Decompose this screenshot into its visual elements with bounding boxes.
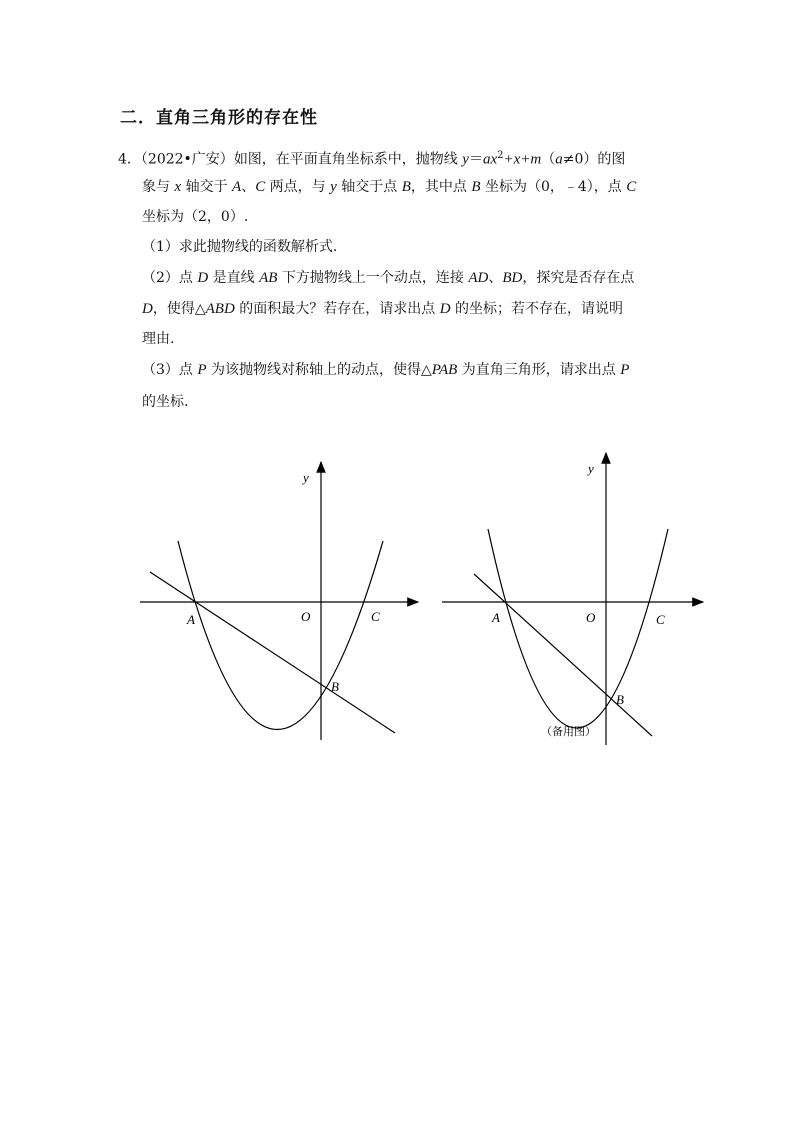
- var-x: x: [174, 179, 182, 195]
- text: 是直线: [208, 270, 260, 286]
- point-d: D: [142, 301, 153, 317]
- text: 象与: [142, 179, 175, 195]
- problem-line-2: [142, 177, 636, 197]
- point-p: P: [620, 362, 630, 378]
- question-3-line-1: [142, 360, 629, 380]
- point-b: B: [471, 179, 481, 195]
- y-label: y: [303, 470, 309, 485]
- text: ≠0）的图: [562, 151, 626, 168]
- segment-ad: AD: [468, 270, 489, 286]
- point-b: B: [401, 179, 411, 195]
- text: （2）点: [142, 270, 198, 286]
- line-ab: [150, 572, 395, 733]
- text: 理由.: [142, 331, 175, 347]
- label-b: B: [331, 679, 339, 694]
- eq-exponent: 2: [497, 150, 504, 161]
- eq-y: y: [462, 151, 469, 168]
- text: 轴交于: [181, 179, 233, 195]
- eq-a: a: [555, 151, 563, 168]
- question-3-line-2: [142, 392, 188, 412]
- text: ，探究是否存在点: [522, 270, 635, 286]
- y-label: y: [588, 461, 594, 476]
- text: （: [541, 151, 556, 168]
- point-c: C: [255, 179, 266, 195]
- text: 的面积最大？若存在，请求出点: [234, 301, 440, 317]
- label-b: B: [616, 692, 624, 707]
- text: 、: [241, 179, 256, 195]
- text: 、: [488, 270, 503, 286]
- problem-line-3: [142, 207, 248, 227]
- parabola: [488, 529, 668, 728]
- text: 为直角三角形，请求出点: [457, 362, 621, 378]
- label-c: C: [371, 609, 380, 624]
- var-y: y: [330, 179, 337, 195]
- point-d: D: [439, 301, 451, 317]
- text: 轴交于点: [336, 179, 402, 195]
- problem-source: （2022•广安）: [140, 151, 234, 168]
- label-c: C: [656, 612, 665, 627]
- text: （3）点: [142, 362, 198, 378]
- triangle-abd: ABD: [205, 301, 235, 317]
- point-d: D: [197, 270, 209, 286]
- figure-caption: （备用图）: [541, 726, 596, 738]
- line-ab: [474, 574, 652, 736]
- text: ，其中点: [410, 179, 472, 195]
- parabola: [178, 541, 383, 730]
- triangle-pab: PAB: [431, 362, 458, 378]
- segment-bd: BD: [502, 270, 523, 286]
- text: 为该抛物线对称轴上的动点，使得△: [206, 362, 432, 378]
- text: ，使得△: [152, 301, 206, 317]
- eq-equals: ＝: [468, 151, 483, 168]
- text: 两点，与: [265, 179, 331, 195]
- point-c: C: [626, 179, 637, 195]
- text: 下方抛物线上一个动点，连接: [277, 270, 469, 286]
- question-2-line-1: [142, 268, 634, 288]
- figure-backup: [436, 450, 716, 750]
- label-a: A: [187, 612, 195, 627]
- eq-plus-x: +x+: [503, 151, 531, 168]
- label-o: O: [586, 610, 596, 625]
- text: 坐标为（0，﹣4），点: [480, 179, 627, 195]
- problem-line-1: [118, 146, 625, 170]
- segment-ab: AB: [259, 270, 278, 286]
- text: 如图，在平面直角坐标系中，抛物线: [233, 151, 463, 168]
- figure-main: [130, 450, 430, 750]
- text: （1）求此抛物线的函数解析式.: [142, 239, 338, 255]
- question-2-line-2: [142, 299, 623, 319]
- problem-number: 4．: [118, 151, 141, 168]
- section-heading: 二．直角三角形的存在性: [120, 108, 318, 128]
- eq-m: m: [530, 151, 542, 168]
- question-1: [142, 237, 337, 257]
- text: 坐标为（2，0）.: [142, 209, 249, 225]
- text: 的坐标.: [142, 394, 189, 410]
- point-a: A: [232, 179, 242, 195]
- question-2-line-3: [142, 329, 174, 349]
- text: 的坐标；若不存在，请说明: [450, 301, 623, 317]
- label-a: A: [492, 610, 500, 625]
- eq-ax: ax: [482, 151, 498, 168]
- label-o: O: [301, 609, 311, 624]
- point-p: P: [197, 362, 207, 378]
